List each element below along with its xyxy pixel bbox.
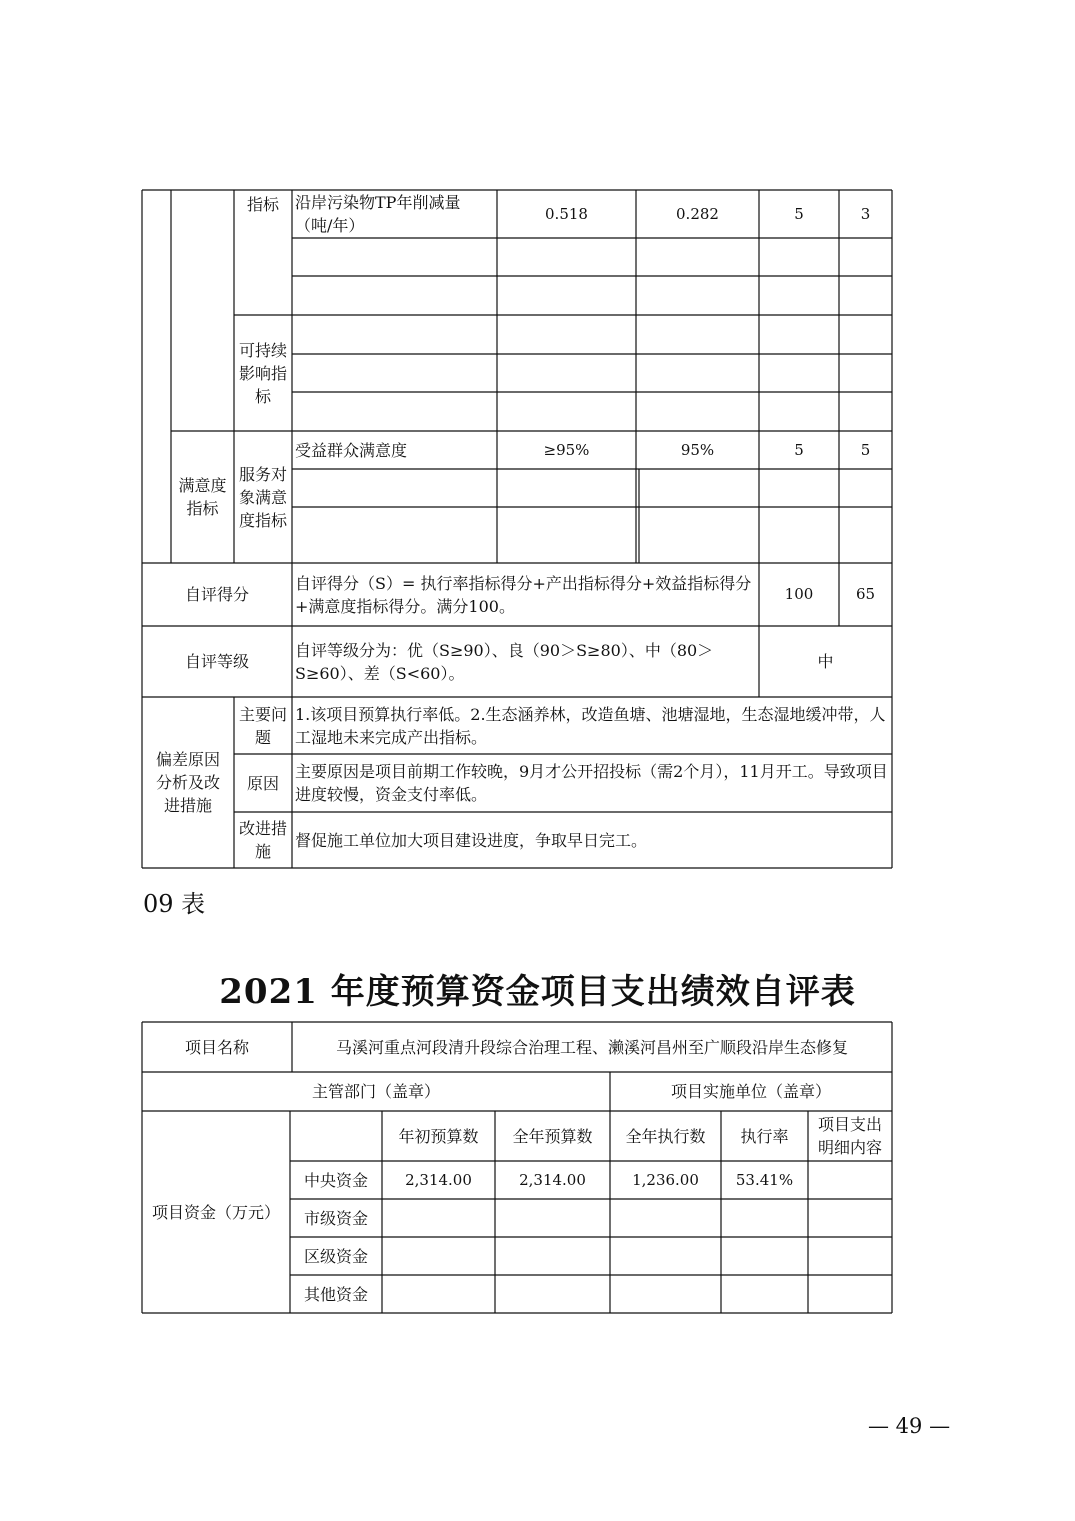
fund-row-detail xyxy=(808,1161,892,1199)
satisfaction-score: 5 xyxy=(860,440,871,459)
reason-label: 原因 xyxy=(246,773,279,793)
document-title: 2021 年度预算资金项目支出绩效自评表 xyxy=(219,972,856,1012)
fund-row-initial xyxy=(382,1199,495,1237)
tp-indicator-name: 沿岸污染物TP年削减量（吨/年） xyxy=(295,193,461,235)
tp-target: 0.518 xyxy=(545,204,588,223)
fund-row-initial xyxy=(382,1237,495,1275)
page-number: — 49 — xyxy=(868,1414,951,1438)
fund-row-rate: 53.41% xyxy=(735,1170,794,1189)
service-satisfaction-label: 服务对象满意度指标 xyxy=(238,464,287,530)
fund-row-executed xyxy=(610,1199,721,1237)
fund-row-name: 区级资金 xyxy=(303,1246,368,1266)
fund-row-initial xyxy=(382,1275,495,1313)
fund-row-executed xyxy=(610,1237,721,1275)
tp-score: 3 xyxy=(860,204,871,223)
tp-actual: 0.282 xyxy=(676,204,719,223)
fund-row-name: 其他资金 xyxy=(303,1284,368,1304)
satisfaction-target: ≥95% xyxy=(543,440,590,459)
funds-label: 项目资金（万元） xyxy=(151,1202,280,1222)
fund-row-detail xyxy=(808,1199,892,1237)
fund-row-name: 中央资金 xyxy=(303,1170,368,1190)
fund-row-annual xyxy=(495,1199,610,1237)
fund-row-executed xyxy=(610,1275,721,1313)
deviation-label: 偏差原因分析及改进措施 xyxy=(155,750,220,815)
fund-row-rate xyxy=(721,1275,808,1313)
fund-row-initial: 2,314.00 xyxy=(405,1170,472,1189)
supervisor-label: 主管部门（盖章） xyxy=(311,1082,440,1101)
fund-row-name: 市级资金 xyxy=(303,1208,368,1228)
satisfaction-weight: 5 xyxy=(794,440,804,459)
satisfaction-indicator-label: 满意度指标 xyxy=(178,476,227,518)
self-grade-rule: 自评等级分为：优（S≥90）、良（90＞S≥80）、中（80＞S≥60）、差（S<60）。 xyxy=(295,640,714,683)
fund-row-rate xyxy=(721,1199,808,1237)
fund-row-detail xyxy=(808,1237,892,1275)
satisfaction-actual: 95% xyxy=(680,440,715,459)
self-score-formula: 自评得分（S）= 执行率指标得分+产出指标得分+效益指标得分+满意度指标得分。满分100。 xyxy=(295,573,752,616)
self-score-total: 100 xyxy=(784,585,814,603)
header-annual-budget: 全年预算数 xyxy=(512,1126,593,1146)
fund-row-annual: 2,314.00 xyxy=(519,1170,586,1189)
implementer-label: 项目实施单位（盖章） xyxy=(670,1082,831,1101)
improve-text: 督促施工单位加大项目建设进度，争取早日完工。 xyxy=(295,830,648,850)
main-issue-text: 1.该项目预算执行率低。2.生态涵养林，改造鱼塘、池塘湿地，生态湿地缓冲带，人工湿地未来完成产出指标。 xyxy=(295,704,886,747)
main-issue-label: 主要问题 xyxy=(238,704,287,747)
project-name-value: 马溪河重点河段清升段综合治理工程、濑溪河昌州至广顺段沿岸生态修复 xyxy=(335,1037,848,1057)
fund-row-detail xyxy=(808,1275,892,1313)
header-initial-budget: 年初预算数 xyxy=(398,1126,479,1146)
self-score-label: 自评得分 xyxy=(184,585,249,604)
project-name-label: 项目名称 xyxy=(184,1037,249,1057)
fund-row-executed: 1,236.00 xyxy=(632,1170,699,1189)
tp-weight: 5 xyxy=(794,204,804,223)
self-grade-label: 自评等级 xyxy=(184,652,249,671)
header-execution-rate: 执行率 xyxy=(740,1126,789,1146)
satisfaction-indicator-name: 受益群众满意度 xyxy=(295,440,408,460)
fund-row-rate xyxy=(721,1237,808,1275)
improve-label: 改进措施 xyxy=(238,819,287,861)
self-grade-value: 中 xyxy=(817,652,834,671)
reason-text: 主要原因是项目前期工作较晚，9月才公开招投标（需2个月），11月开工。导致项目进度较慢，资金支付率低。 xyxy=(295,762,888,804)
self-score-value: 65 xyxy=(855,585,876,603)
sustain-indicator-label: 可持续影响指标 xyxy=(238,340,287,406)
header-detail: 项目支出明细内容 xyxy=(817,1115,882,1157)
fund-row-annual xyxy=(495,1237,610,1275)
table-number: 09 表 xyxy=(143,890,206,918)
header-executed: 全年执行数 xyxy=(625,1126,706,1146)
indicator-label: 指标 xyxy=(246,194,279,214)
fund-row-annual xyxy=(495,1275,610,1313)
